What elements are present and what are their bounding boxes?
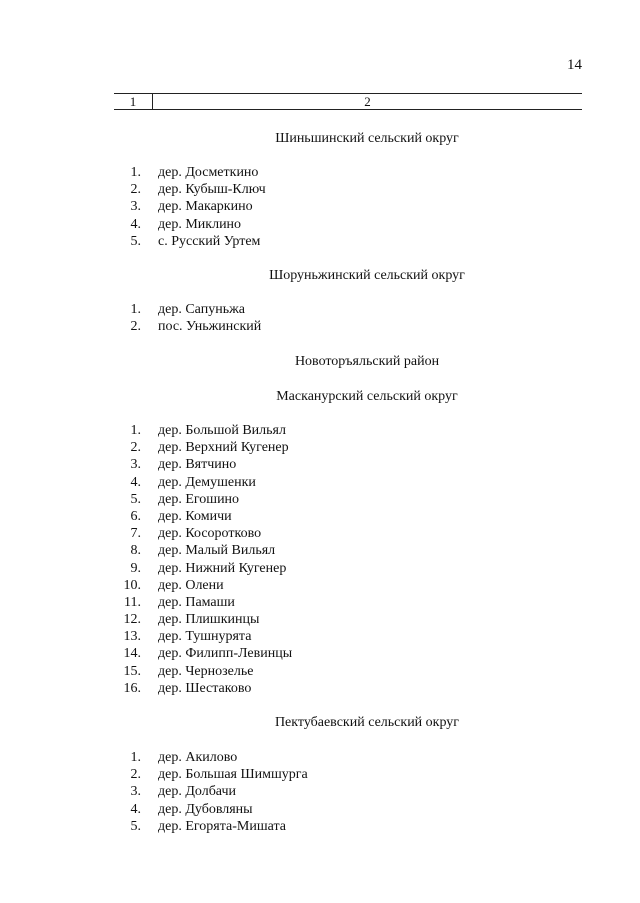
item-number: 4. bbox=[130, 216, 141, 232]
settlement-name: дер. Егошино bbox=[158, 491, 240, 507]
column-header-row bbox=[114, 93, 582, 110]
settlement-name: дер. Долбачи bbox=[158, 784, 236, 800]
item-number: 15. bbox=[123, 663, 141, 679]
item-number: 2. bbox=[130, 182, 141, 198]
item-number: 16. bbox=[123, 680, 141, 696]
item-number: 1. bbox=[130, 750, 141, 765]
settlement-name: дер. Егорята-Мишата bbox=[158, 818, 286, 834]
item-number: 3. bbox=[130, 457, 141, 473]
item-number: 1. bbox=[130, 423, 141, 438]
page-number: 14 bbox=[567, 57, 582, 73]
item-number: 4. bbox=[130, 474, 141, 490]
item-number: 9. bbox=[130, 560, 141, 576]
settlement-name: дер. Дубовляны bbox=[158, 801, 253, 817]
district-title-novotoryalsky: Новоторъяльский район bbox=[294, 354, 440, 369]
settlement-name: дер. Вятчино bbox=[158, 457, 237, 473]
item-number: 5. bbox=[130, 233, 141, 249]
settlement-name: дер. Нижний Кугенер bbox=[158, 560, 287, 576]
column-header-2: 2 bbox=[364, 94, 371, 109]
item-number: 5. bbox=[130, 818, 141, 834]
settlement-name: дер. Верхний Кугенер bbox=[158, 440, 289, 456]
item-number: 4. bbox=[130, 801, 141, 817]
item-number: 13. bbox=[123, 629, 141, 645]
item-number: 3. bbox=[130, 784, 141, 800]
settlement-name: с. Русский Уртем bbox=[158, 233, 261, 249]
item-number: 14. bbox=[123, 646, 141, 662]
settlement-name: дер. Сапуньжа bbox=[158, 302, 245, 317]
section-title-shinshinsky: Шиньшинский сельский округ bbox=[275, 131, 459, 146]
item-number: 10. bbox=[123, 577, 141, 593]
settlement-name: дер. Косоротково bbox=[158, 526, 262, 542]
item-number: 2. bbox=[130, 767, 141, 783]
item-number: 2. bbox=[130, 319, 141, 335]
settlement-name: дер. Миклино bbox=[158, 216, 242, 232]
settlement-name: дер. Чернозелье bbox=[158, 663, 254, 679]
settlement-name: дер. Большой Вильял bbox=[158, 423, 286, 438]
section-title-maskanursky: Масканурский сельский округ bbox=[276, 389, 458, 404]
settlement-name: дер. Комичи bbox=[158, 508, 232, 524]
item-number: 6. bbox=[130, 508, 141, 524]
item-number: 1. bbox=[130, 165, 141, 180]
settlement-name: дер. Плишкинцы bbox=[158, 612, 260, 628]
section-title-pektubaevsky: Пектубаевский сельский округ bbox=[274, 715, 460, 730]
settlement-name: дер. Макаркино bbox=[158, 199, 253, 215]
item-number: 11. bbox=[124, 594, 141, 610]
item-number: 1. bbox=[130, 302, 141, 317]
settlement-name: дер. Памаши bbox=[158, 594, 235, 610]
item-number: 12. bbox=[123, 612, 141, 628]
settlement-name: дер. Демушенки bbox=[158, 474, 256, 490]
settlement-name: дер. Досметкино bbox=[158, 165, 259, 180]
settlement-name: дер. Тушнурята bbox=[158, 629, 252, 645]
section-title-shorunzhinsky: Шоруньжинский сельский округ bbox=[269, 268, 465, 283]
item-number: 2. bbox=[130, 440, 141, 456]
settlement-name: дер. Кубыш-Ключ bbox=[158, 182, 266, 198]
settlement-name: дер. Большая Шимшурга bbox=[158, 767, 308, 783]
item-number: 5. bbox=[130, 491, 141, 507]
column-header-1: 1 bbox=[114, 94, 153, 109]
settlement-name: дер. Олени bbox=[158, 577, 224, 593]
settlement-name: дер. Малый Вильял bbox=[158, 543, 276, 559]
settlement-name: дер. Шестаково bbox=[158, 680, 252, 696]
item-number: 8. bbox=[130, 543, 141, 559]
item-number: 7. bbox=[130, 526, 141, 542]
item-number: 3. bbox=[130, 199, 141, 215]
settlement-name: дер. Акилово bbox=[158, 750, 238, 765]
settlement-name: дер. Филипп-Левинцы bbox=[158, 646, 293, 662]
settlement-name: пос. Уньжинский bbox=[158, 319, 262, 335]
